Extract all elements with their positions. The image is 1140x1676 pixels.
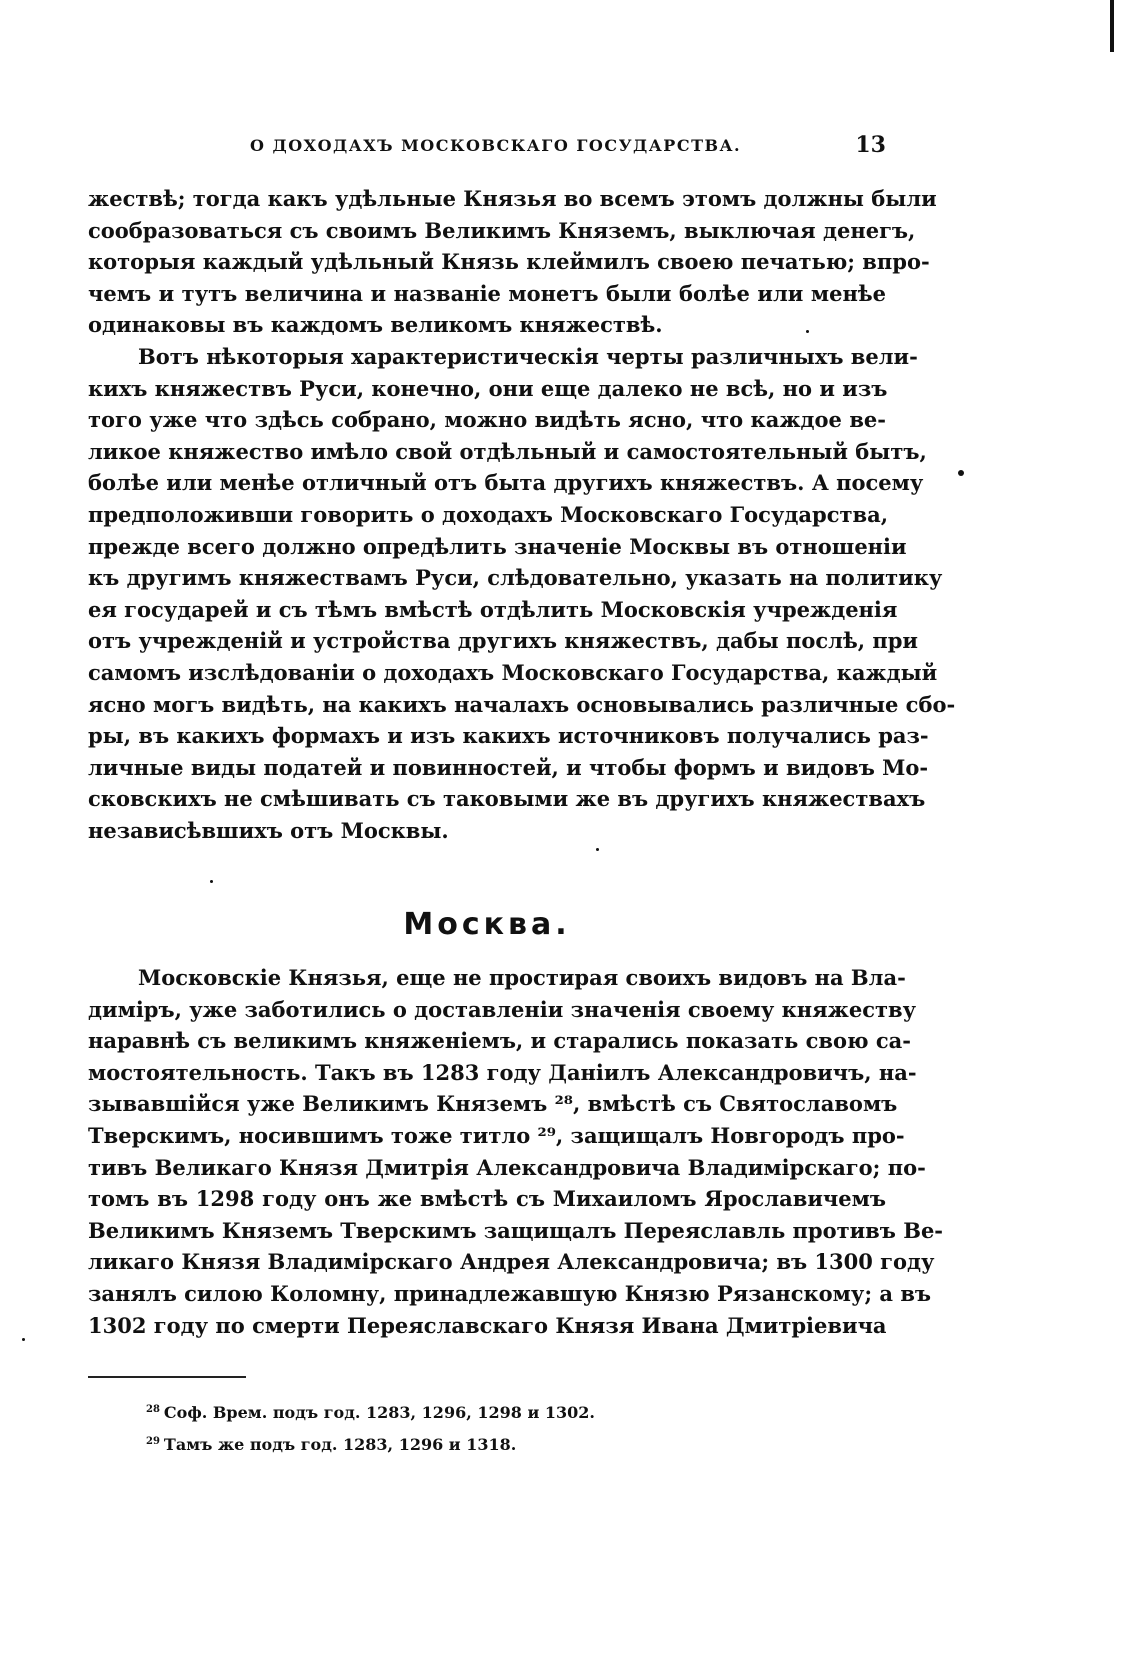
paragraph-1: [88, 183, 937, 341]
text-line: Вотъ нѣкоторыя характеристическія черты различныхъ вели-: [138, 344, 918, 369]
ink-speck: [210, 880, 213, 883]
text-line: мостоятельность. Такъ въ 1283 году Даніилъ Александровичъ, на-: [88, 1059, 917, 1085]
text-line: ры, въ какихъ формахъ и изъ какихъ источниковъ получались раз-: [88, 723, 929, 749]
text-line: Московскіе Князья, еще не простирая своихъ видовъ на Вла-: [138, 965, 906, 990]
text-line: самомъ изслѣдованіи о доходахъ Московскаго Государства, каждый: [88, 659, 938, 685]
text-line: тивъ Великаго Князя Дмитрія Александровича Владимірскаго; по-: [88, 1154, 926, 1180]
text-line: диміръ, уже заботились о доставленіи значенія своему княжеству: [88, 996, 917, 1022]
text-line: томъ въ 1298 году онъ же вмѣстѣ съ Михаиломъ Ярославичемъ: [88, 1186, 886, 1212]
text-line: прежде всего должно опредѣлить значеніе Москвы въ отношеніи: [88, 533, 907, 559]
ink-speck: [596, 848, 599, 851]
text-line: наравнѣ съ великимъ княженіемъ, и старались показать свою са-: [88, 1028, 911, 1054]
text-line: ликое княжество имѣло свой отдѣльный и самостоятельный бытъ,: [88, 438, 927, 464]
text-line: предположивши говорить о доходахъ Московскаго Государства,: [88, 501, 889, 527]
text-line: личные виды податей и повинностей, и чтобы формъ и видовъ Мо-: [88, 754, 929, 780]
footnote-mark: 29: [146, 1436, 160, 1447]
text-line: ликаго Князя Владимірскаго Андрея Александровича; въ 1300 году: [88, 1249, 935, 1275]
footnote: [146, 1426, 846, 1458]
running-head-title: О ДОХОДАХЪ МОСКОВСКАГО ГОСУДАРСТВА.: [250, 136, 742, 155]
text-line: независѣвшихъ отъ Москвы.: [88, 817, 449, 843]
text-line: сообразоваться съ своимъ Великимъ Княземъ, выключая денегъ,: [88, 217, 916, 243]
text-line: отъ учрежденій и устройства другихъ княжествъ, дабы послѣ, при: [88, 628, 919, 654]
text-line: ясно могъ видѣть, на какихъ началахъ основывались различные сбо-: [88, 691, 956, 717]
footnote-text: Соф. Врем. подъ год. 1283, 1296, 1298 и 1302.: [163, 1403, 595, 1422]
text-line: жествѣ; тогда какъ удѣльные Князья во всемъ этомъ должны были: [88, 186, 937, 211]
text-line: Великимъ Княземъ Тверскимъ защищалъ Переяславль противъ Ве-: [88, 1217, 944, 1243]
page-number: 13: [855, 132, 886, 158]
text-line: которыя каждый удѣльный Князь клеймилъ своею печатью; впро-: [88, 249, 930, 275]
footnote-mark: 28: [146, 1404, 160, 1415]
text-line: кихъ княжествъ Руси, конечно, они еще далеко не всѣ, но и изъ: [88, 375, 888, 401]
ink-speck: [22, 1338, 25, 1341]
text-line: сковскихъ не смѣшивать съ таковыми же въ другихъ княжествахъ: [88, 786, 926, 812]
text-line: ея государей и съ тѣмъ вмѣстѣ отдѣлить Московскія учрежденія: [88, 596, 898, 622]
section-heading: Москва.: [403, 907, 571, 942]
text-line: занялъ силою Коломну, принадлежавшую Князю Рязанскому; а въ: [88, 1280, 932, 1306]
text-line: того уже что здѣсь собрано, можно видѣть ясно, что каждое ве-: [88, 407, 886, 433]
footnote-text: Тамъ же подъ год. 1283, 1296 и 1318.: [163, 1435, 517, 1454]
footnote-divider: [88, 1376, 246, 1378]
text-line: болѣе или менѣе отличный отъ быта другихъ княжествъ. А посему: [88, 470, 924, 496]
text-line: 1302 году по смерти Переяславскаго Князя Ивана Дмитріевича: [88, 1312, 887, 1338]
text-line: одинаковы въ каждомъ великомъ княжествѣ.: [88, 312, 663, 338]
page-edge-rule: [1110, 0, 1114, 52]
running-head: [250, 136, 890, 155]
text-line: чемъ и тутъ величина и названіе монетъ были болѣе или менѣе: [88, 280, 886, 306]
footnote: [146, 1394, 846, 1426]
paragraph-3: [88, 962, 944, 1341]
text-line: зывавшійся уже Великимъ Княземъ ²⁸, вмѣстѣ съ Святославомъ: [88, 1091, 898, 1117]
footnotes: [146, 1394, 846, 1458]
text-line: къ другимъ княжествамъ Руси, слѣдовательно, указать на политику: [88, 565, 943, 591]
ink-speck: [958, 470, 964, 476]
paragraph-2: [88, 341, 956, 847]
text-line: Тверскимъ, носившимъ тоже титло ²⁹, защищалъ Новгородъ про-: [88, 1122, 905, 1148]
ink-speck: [806, 330, 809, 333]
